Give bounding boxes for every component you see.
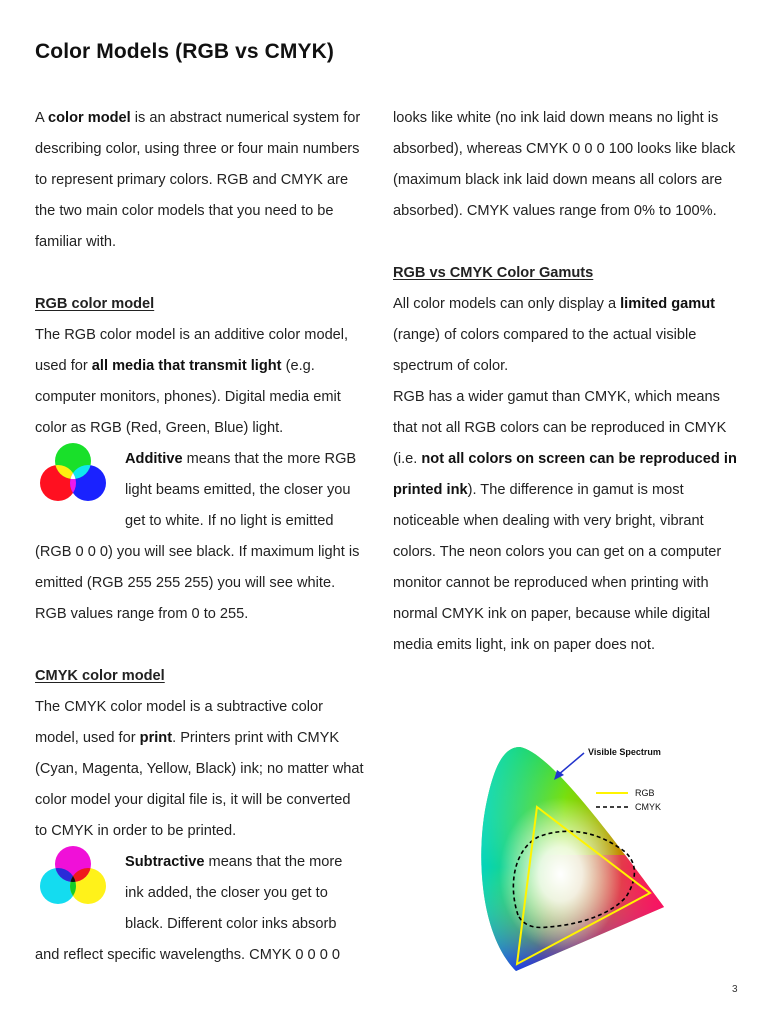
gamut-paragraph-2: RGB has a wider gamut than CMYK, which means that not all RGB colors can be reproduced in CMYK (i.e. not all colors on screen can be reproduced in printed ink). The difference in gamut is most noticeable when dealing with very bright, vibrant colors. The neon colors you can get on a computer monitor cannot be reproduced when printing with normal CMYK ink on paper, because while digital media emits light, ink on paper does not. [393,389,737,653]
subtractive-text: Subtractive means that the more ink added, the closer you get to black. Different color inks absorb [125,854,343,932]
cmyk-continued-right: looks like white (no ink laid down means no light is absorbed), whereas CMYK 0 0 0 100 looks like black (maximum black ink laid down means all colors are absorbed). CMYK values range from 0% to 100%. [393,110,736,219]
subtractive-block [35,847,365,940]
right-column [393,103,738,661]
gamut-section-heading: RGB vs CMYK Color Gamuts [393,265,594,281]
intro-paragraph: A color model is an abstract numerical system for describing color, using three or four main numbers to represent primary colors. RGB and CMYK are the two main color models that you need to be familiar with. [35,110,361,250]
rgb-legend-label: RGB [635,788,655,798]
gamut-diagram [478,735,670,975]
page-number: 3 [732,984,738,995]
gamut-paragraph-1: All color models can only display a limited gamut (range) of colors compared to the actual visible spectrum of color. [393,296,715,374]
cmyk-paragraph: The CMYK color model is a subtractive color model, used for print. Printers print with CMYK (Cyan, Magenta, Yellow, Black) ink; no matter what color model your digital file is, it will be converted to CMYK in order to be printed. [35,699,364,839]
additive-text: Additive means that the more RGB light beams emitted, the closer you get to white. If no light is emitted [125,451,357,529]
cmyk-subtractive-circles-icon [35,844,111,906]
rgb-section-heading: RGB color model [35,296,155,312]
rgb-additive-circles-icon [35,441,111,503]
cmyk-legend-label: CMYK [635,802,662,812]
cmyk-section-heading: CMYK color model [35,668,165,684]
cmyk-continued: and reflect specific wavelengths. CMYK 0 0 0 0 [35,947,341,963]
rgb-paragraph: The RGB color model is an additive color model, used for all media that transmit light (e.g. computer monitors, phones). Digital media emit color as RGB (Red, Green, Blue) light. [35,327,349,436]
additive-block [35,444,365,537]
rgb-continued: (RGB 0 0 0) you will see black. If maximum light is emitted (RGB 255 255 255) you will see white. RGB values range from 0 to 255. [35,544,360,622]
page-title: Color Models (RGB vs CMYK) [35,40,334,63]
visible-spectrum-arrow [558,753,584,775]
left-column [35,103,365,971]
visible-spectrum-label: Visible Spectrum [588,747,661,757]
